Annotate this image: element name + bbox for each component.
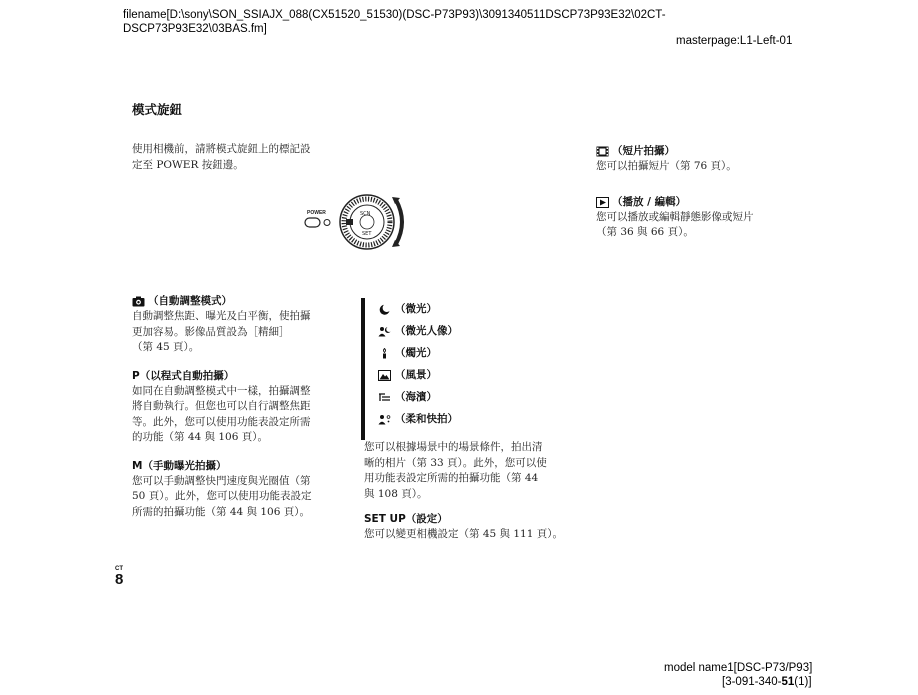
manual-text bbox=[132, 474, 347, 521]
file-info bbox=[123, 8, 723, 36]
scene-line-4: 與 108 頁）。 bbox=[364, 487, 428, 500]
scene-line-3: 用功能表設定所需的拍攝功能（第 44 bbox=[364, 472, 539, 484]
filename-line-2: DSCP73P93E32\03BAS.fm] bbox=[123, 23, 267, 35]
part-code-suffix: (1)] bbox=[794, 676, 812, 688]
manual-line-1: 您可以手動調整快門速度與光圈值（第 bbox=[132, 474, 311, 487]
dial-hub bbox=[360, 215, 374, 229]
mode-dial-illustration bbox=[300, 192, 410, 252]
scene-line-2: 晰的相片（第 33 頁）。此外，您可以使 bbox=[364, 456, 547, 469]
person-moon-icon bbox=[378, 326, 391, 337]
filename-line-1: filename[D:\sony\SON_SSIAJX_088(CX51520_51530)(DSC-P73P93)\3091340511DSCP73P93E32\02CT- bbox=[123, 9, 666, 21]
power-label: POWER bbox=[307, 210, 326, 216]
intro-line-1: 使用相機前，請將模式旋鈕上的標記設 bbox=[132, 143, 311, 155]
movie-heading bbox=[596, 144, 806, 159]
beach-icon bbox=[378, 392, 391, 403]
part-code-prefix: [3-091-340- bbox=[722, 676, 782, 688]
rotation-arrow bbox=[396, 200, 402, 244]
movie-heading-label: （短片拍攝） bbox=[612, 145, 675, 157]
left-column bbox=[132, 294, 347, 520]
scene-landscape-label: （風景） bbox=[395, 369, 437, 381]
scene-bar bbox=[361, 298, 365, 440]
model-name: model name1[DSC-P73/P93] bbox=[664, 662, 813, 674]
setup-section bbox=[364, 512, 594, 543]
camera-icon bbox=[132, 296, 145, 307]
scene-soft-snap-label: （柔和快拍） bbox=[395, 413, 458, 425]
program-text bbox=[132, 384, 347, 446]
scene-twilight-portrait bbox=[378, 320, 578, 342]
power-lamp bbox=[324, 220, 330, 226]
svg-text:SET: SET bbox=[362, 231, 372, 237]
scene-soft-snap bbox=[378, 408, 578, 430]
page-number: 8 bbox=[115, 571, 124, 588]
movie-text: 您可以拍攝短片（第 76 頁）。 bbox=[596, 160, 737, 172]
auto-heading-label: （自動調整模式） bbox=[148, 295, 232, 307]
power-button-shape bbox=[305, 218, 320, 227]
scene-beach-label: （海濱） bbox=[395, 391, 437, 403]
part-code-bold: 51 bbox=[781, 676, 795, 688]
playback-line-2: （第 36 與 66 頁）。 bbox=[596, 226, 694, 238]
playback-text bbox=[596, 210, 806, 241]
scene-beach bbox=[378, 386, 578, 408]
playback-line-1: 您可以播放或編輯靜態影像或短片 bbox=[596, 210, 754, 223]
scene-list bbox=[378, 298, 578, 430]
intro-text bbox=[132, 142, 352, 173]
auto-line-1: 自動調整焦距、曝光及白平衡，使拍攝 bbox=[132, 310, 311, 322]
manual-line-2: 50 頁）。此外，您可以使用功能表設定 bbox=[132, 490, 312, 502]
page-title: 模式旋鈕 bbox=[132, 102, 183, 117]
scene-twilight bbox=[378, 298, 578, 320]
manual-line-3: 所需的拍攝功能（第 44 與 106 頁）。 bbox=[132, 505, 311, 518]
moon-icon bbox=[378, 304, 391, 315]
soft-snap-icon bbox=[378, 414, 391, 425]
scene-candle bbox=[378, 342, 578, 364]
playback-heading-label: （播放 / 編輯） bbox=[612, 195, 687, 208]
setup-heading: SET UP（設定） bbox=[364, 513, 448, 525]
auto-mode-mark bbox=[346, 219, 353, 225]
part-code bbox=[722, 675, 812, 689]
intro-line-2: 定至 POWER 按鈕邊。 bbox=[132, 158, 244, 171]
candle-icon bbox=[378, 348, 391, 359]
program-line-3: 等。此外，您可以使用功能表設定所需 bbox=[132, 415, 311, 428]
setup-text: 您可以變更相機設定（第 45 與 111 頁）。 bbox=[364, 528, 564, 540]
masterpage-label: masterpage:L1-Left-01 bbox=[676, 35, 793, 47]
mountain-icon bbox=[378, 370, 391, 381]
program-heading: P（以程式自動拍攝） bbox=[132, 369, 235, 382]
program-line-1: 如同在自動調整模式中一樣，拍攝調整 bbox=[132, 384, 311, 397]
language-code: CT bbox=[115, 566, 123, 572]
auto-text bbox=[132, 309, 347, 356]
scene-twilight-portrait-label: （微光人像） bbox=[395, 325, 458, 337]
right-column bbox=[596, 144, 806, 241]
svg-text:SCN: SCN bbox=[360, 211, 371, 217]
playback-icon bbox=[596, 197, 609, 208]
auto-heading bbox=[132, 294, 347, 309]
scene-landscape bbox=[378, 364, 578, 386]
scene-candle-label: （燭光） bbox=[395, 347, 437, 359]
film-icon bbox=[596, 146, 609, 157]
auto-line-3: （第 45 頁）。 bbox=[132, 341, 200, 353]
manual-heading: M（手動曝光拍攝） bbox=[132, 459, 227, 472]
auto-line-2: 更加容易。影像品質設為［精細］ bbox=[132, 325, 290, 338]
scene-twilight-label: （微光） bbox=[395, 303, 437, 315]
scene-text bbox=[364, 440, 579, 502]
program-line-4: 的功能（第 44 與 106 頁）。 bbox=[132, 431, 269, 443]
playback-heading bbox=[596, 195, 806, 210]
program-line-2: 將自動執行。但您也可以自行調整焦距 bbox=[132, 400, 311, 412]
scene-line-1: 您可以根據場景中的場景條件，拍出清 bbox=[364, 441, 543, 453]
